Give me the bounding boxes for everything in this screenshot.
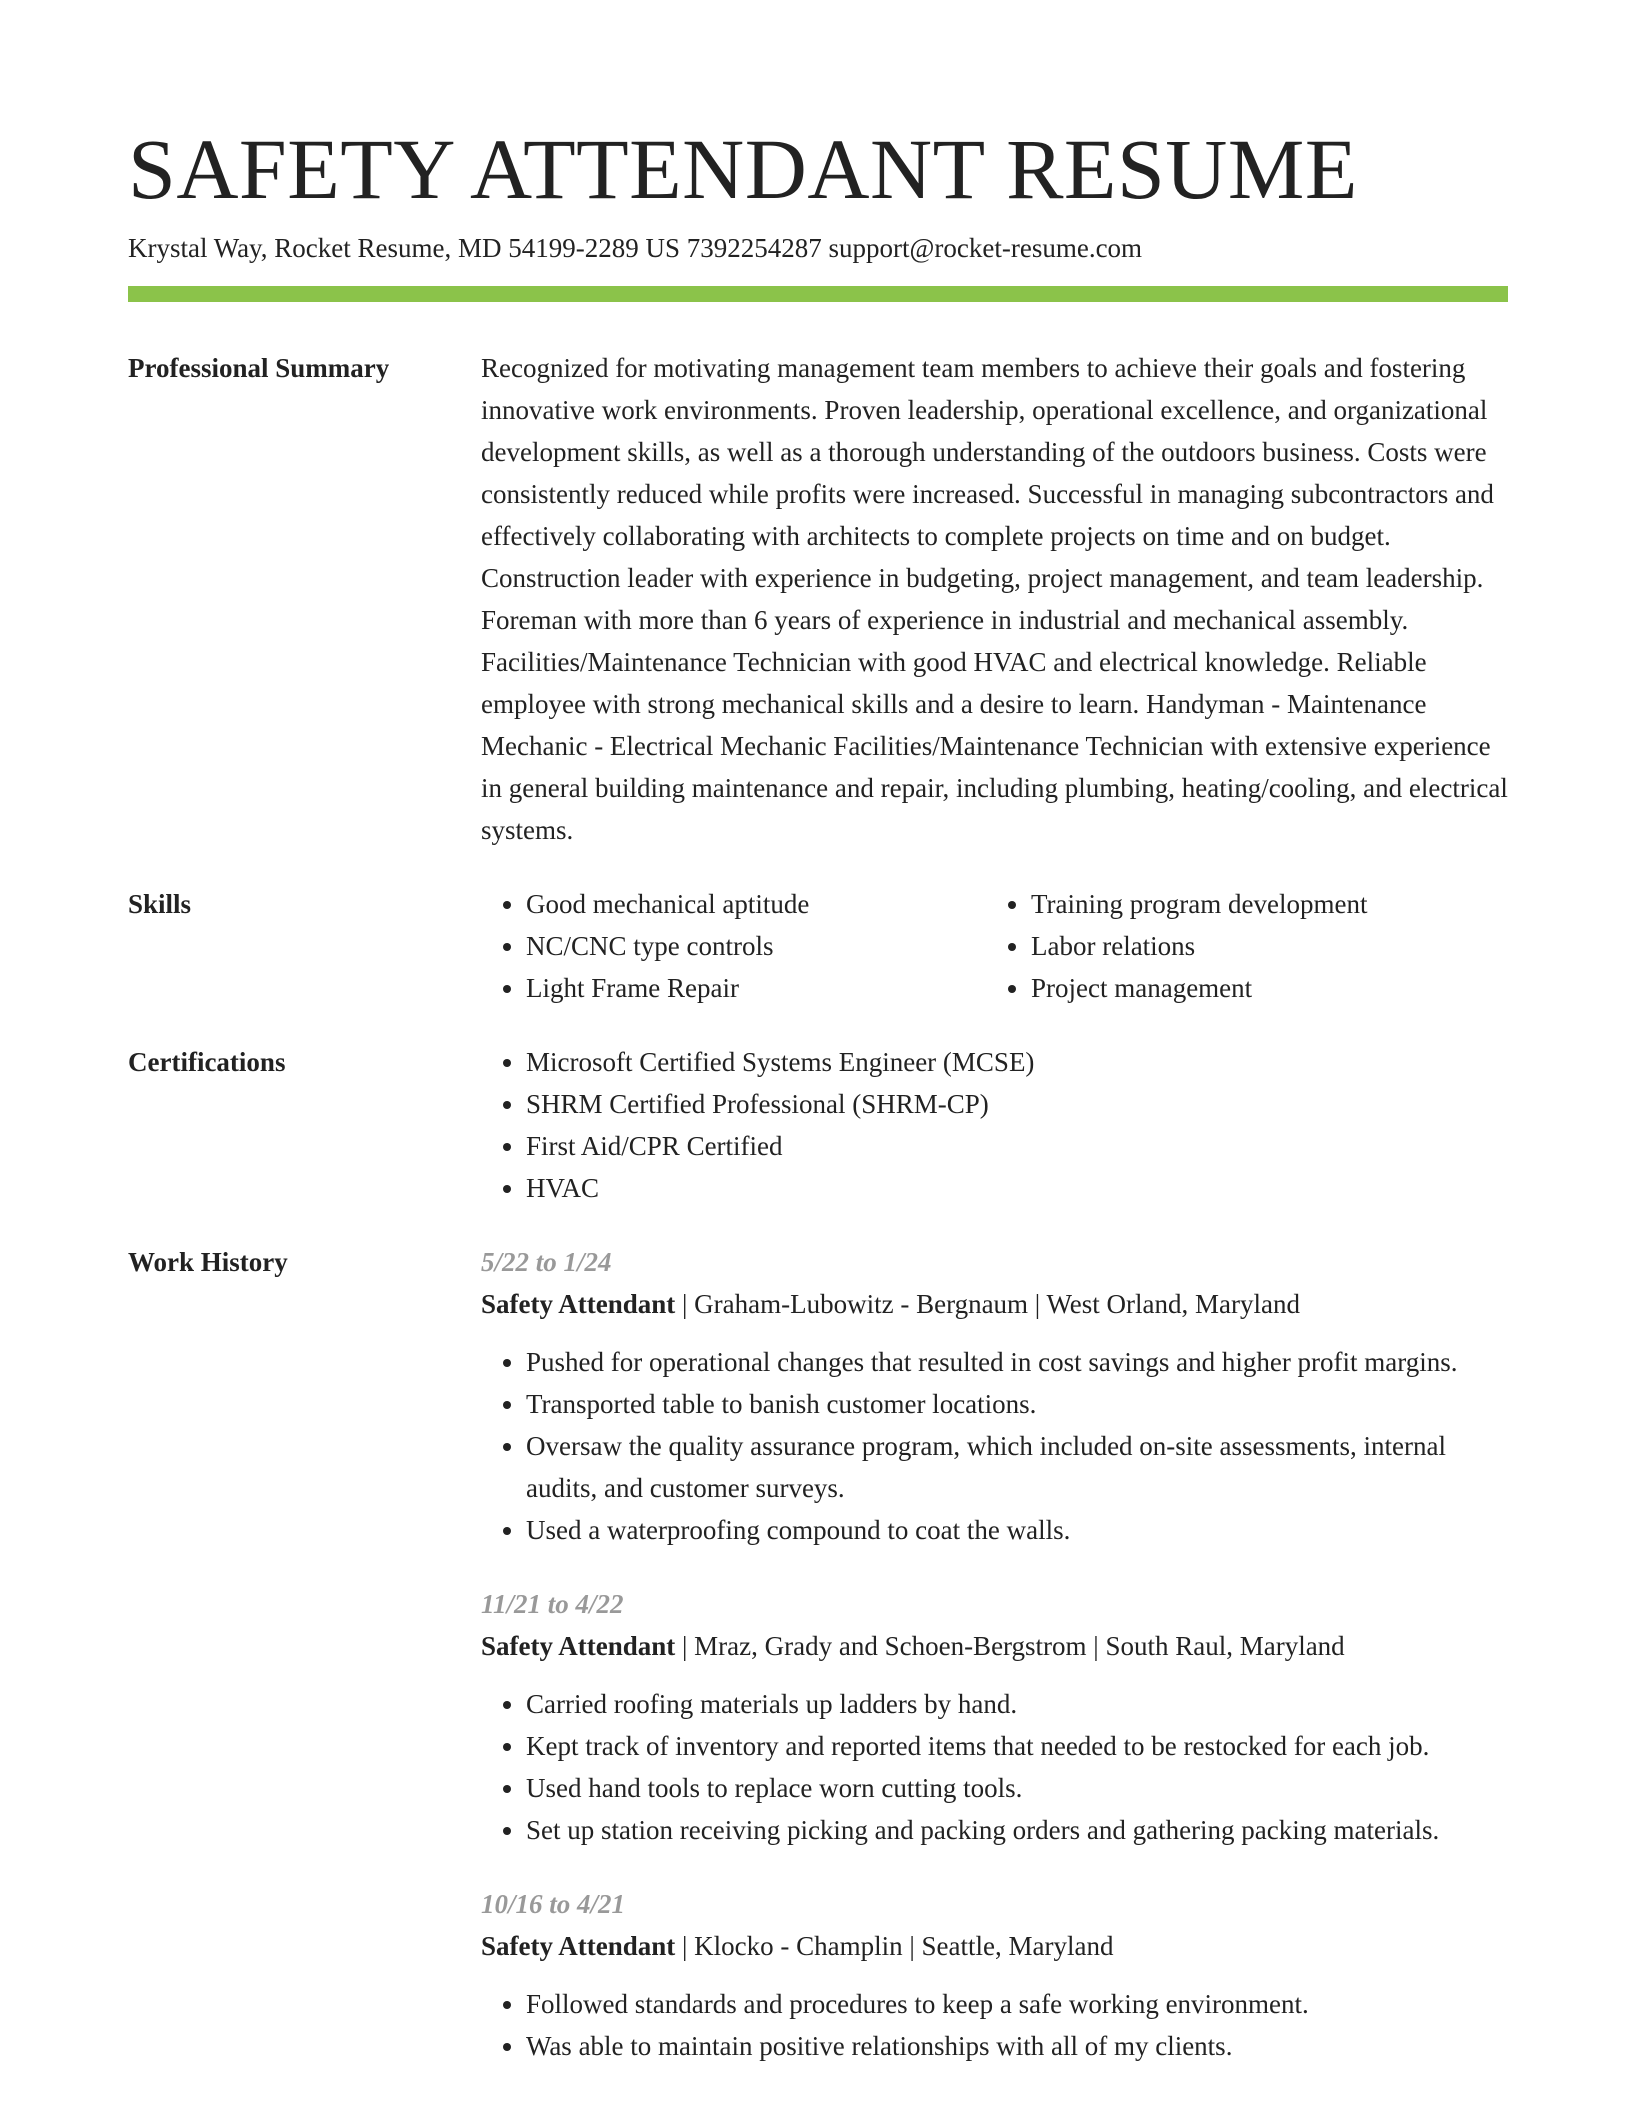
job-entry xyxy=(481,1241,1508,1551)
summary-text: Recognized for motivating management team members to achieve their goals and fostering innovative work environments. Proven leadership, operational excellence, and organizational development skills, as well as a thorough understanding of the outdoors business. Costs were consistently reduced while profits were increased. Successful in managing subcontractors and effectively collaborating with architects to complete projects on time and on budget. Construction leader with experience in budgeting, project management, and team leadership. Foreman with more than 6 years of experience in industrial and mechanical assembly. Facilities/Maintenance Technician with good HVAC and electrical knowledge. Reliable employee with strong mechanical skills and a desire to learn. Handyman - Maintenance Mechanic - Electrical Mechanic Facilities/Maintenance Technician with extensive experience in general building maintenance and repair, including plumbing, heating/cooling, and electrical systems. xyxy=(481,353,1508,845)
summary-label: Professional Summary xyxy=(128,353,390,383)
skill-item: • NC/CNC type controls xyxy=(526,925,986,967)
job-dates: 10/16 to 4/21 xyxy=(481,1889,626,1919)
certifications-list xyxy=(481,1041,1508,1209)
job-bullet: • Followed standards and procedures to keep a safe working environment. xyxy=(526,1983,1508,2025)
skill-item: • Light Frame Repair xyxy=(526,967,986,1009)
job-bullets xyxy=(481,1683,1508,1851)
job-bullet: • Set up station receiving picking and packing orders and gathering packing materials. xyxy=(526,1809,1508,1851)
job-employer-location: | Graham-Lubowitz - Bergnaum | West Orland, Maryland xyxy=(675,1289,1300,1319)
job-title: Safety Attendant xyxy=(481,1631,676,1661)
job-header xyxy=(481,1925,1508,1967)
contact-email: support@rocket-resume.com xyxy=(828,233,1143,263)
job-header xyxy=(481,1283,1508,1325)
job-bullet: • Used hand tools to replace worn cutting tools. xyxy=(526,1767,1508,1809)
job-bullets xyxy=(481,1983,1508,2067)
certifications-content xyxy=(481,1041,1508,1209)
skills-list-right xyxy=(986,883,1367,1009)
accent-divider xyxy=(128,286,1508,302)
job-bullet: • Transported table to banish customer locations. xyxy=(526,1383,1508,1425)
job-entry xyxy=(481,1883,1508,2067)
job-dates: 5/22 to 1/24 xyxy=(481,1247,612,1277)
resume-title: SAFETY ATTENDANT RESUME xyxy=(128,121,1358,217)
certifications-section xyxy=(128,1041,1508,1209)
certification-item: • SHRM Certified Professional (SHRM-CP) xyxy=(526,1083,1508,1125)
job-title: Safety Attendant xyxy=(481,1289,676,1319)
job-bullet: • Carried roofing materials up ladders by hand. xyxy=(526,1683,1508,1725)
certifications-label: Certifications xyxy=(128,1047,286,1077)
job-employer-location: | Mraz, Grady and Schoen-Bergstrom | South Raul, Maryland xyxy=(675,1631,1345,1661)
certification-item: • First Aid/CPR Certified xyxy=(526,1125,1508,1167)
job-header xyxy=(481,1625,1508,1667)
skill-item: • Good mechanical aptitude xyxy=(526,883,986,925)
skill-item: • Training program development xyxy=(1031,883,1367,925)
job-title: Safety Attendant xyxy=(481,1931,676,1961)
job-bullet: • Pushed for operational changes that resulted in cost savings and higher profit margins. xyxy=(526,1341,1508,1383)
contact-address: Krystal Way, Rocket Resume, MD 54199-2289 US xyxy=(128,233,681,263)
job-bullet: • Used a waterproofing compound to coat the walls. xyxy=(526,1509,1508,1551)
job-bullet: • Was able to maintain positive relationships with all of my clients. xyxy=(526,2025,1508,2067)
work-history-content xyxy=(481,1241,1508,2099)
job-employer-location: | Klocko - Champlin | Seattle, Maryland xyxy=(675,1931,1114,1961)
skills-columns xyxy=(481,883,1508,1009)
contact-phone: 7392254287 xyxy=(686,233,822,263)
skills-label: Skills xyxy=(128,889,192,919)
certification-item: • Microsoft Certified Systems Engineer (MCSE) xyxy=(526,1041,1508,1083)
contact-line xyxy=(128,230,1508,266)
job-dates: 11/21 to 4/22 xyxy=(481,1589,624,1619)
job-bullet: • Oversaw the quality assurance program, which included on-site assessments, internal audits, and customer surveys. xyxy=(526,1425,1508,1509)
job-entry xyxy=(481,1583,1508,1851)
skills-section xyxy=(128,883,1508,1009)
job-bullets xyxy=(481,1341,1508,1551)
job-bullet: • Kept track of inventory and reported items that needed to be restocked for each job. xyxy=(526,1725,1508,1767)
summary-section xyxy=(128,347,1508,851)
work-history-label: Work History xyxy=(128,1247,288,1277)
certification-item: • HVAC xyxy=(526,1167,1508,1209)
skills-list-left xyxy=(481,883,986,1009)
skill-item: • Labor relations xyxy=(1031,925,1367,967)
skill-item: • Project management xyxy=(1031,967,1367,1009)
work-history-section xyxy=(128,1241,1508,2099)
resume-page xyxy=(128,120,1508,2099)
